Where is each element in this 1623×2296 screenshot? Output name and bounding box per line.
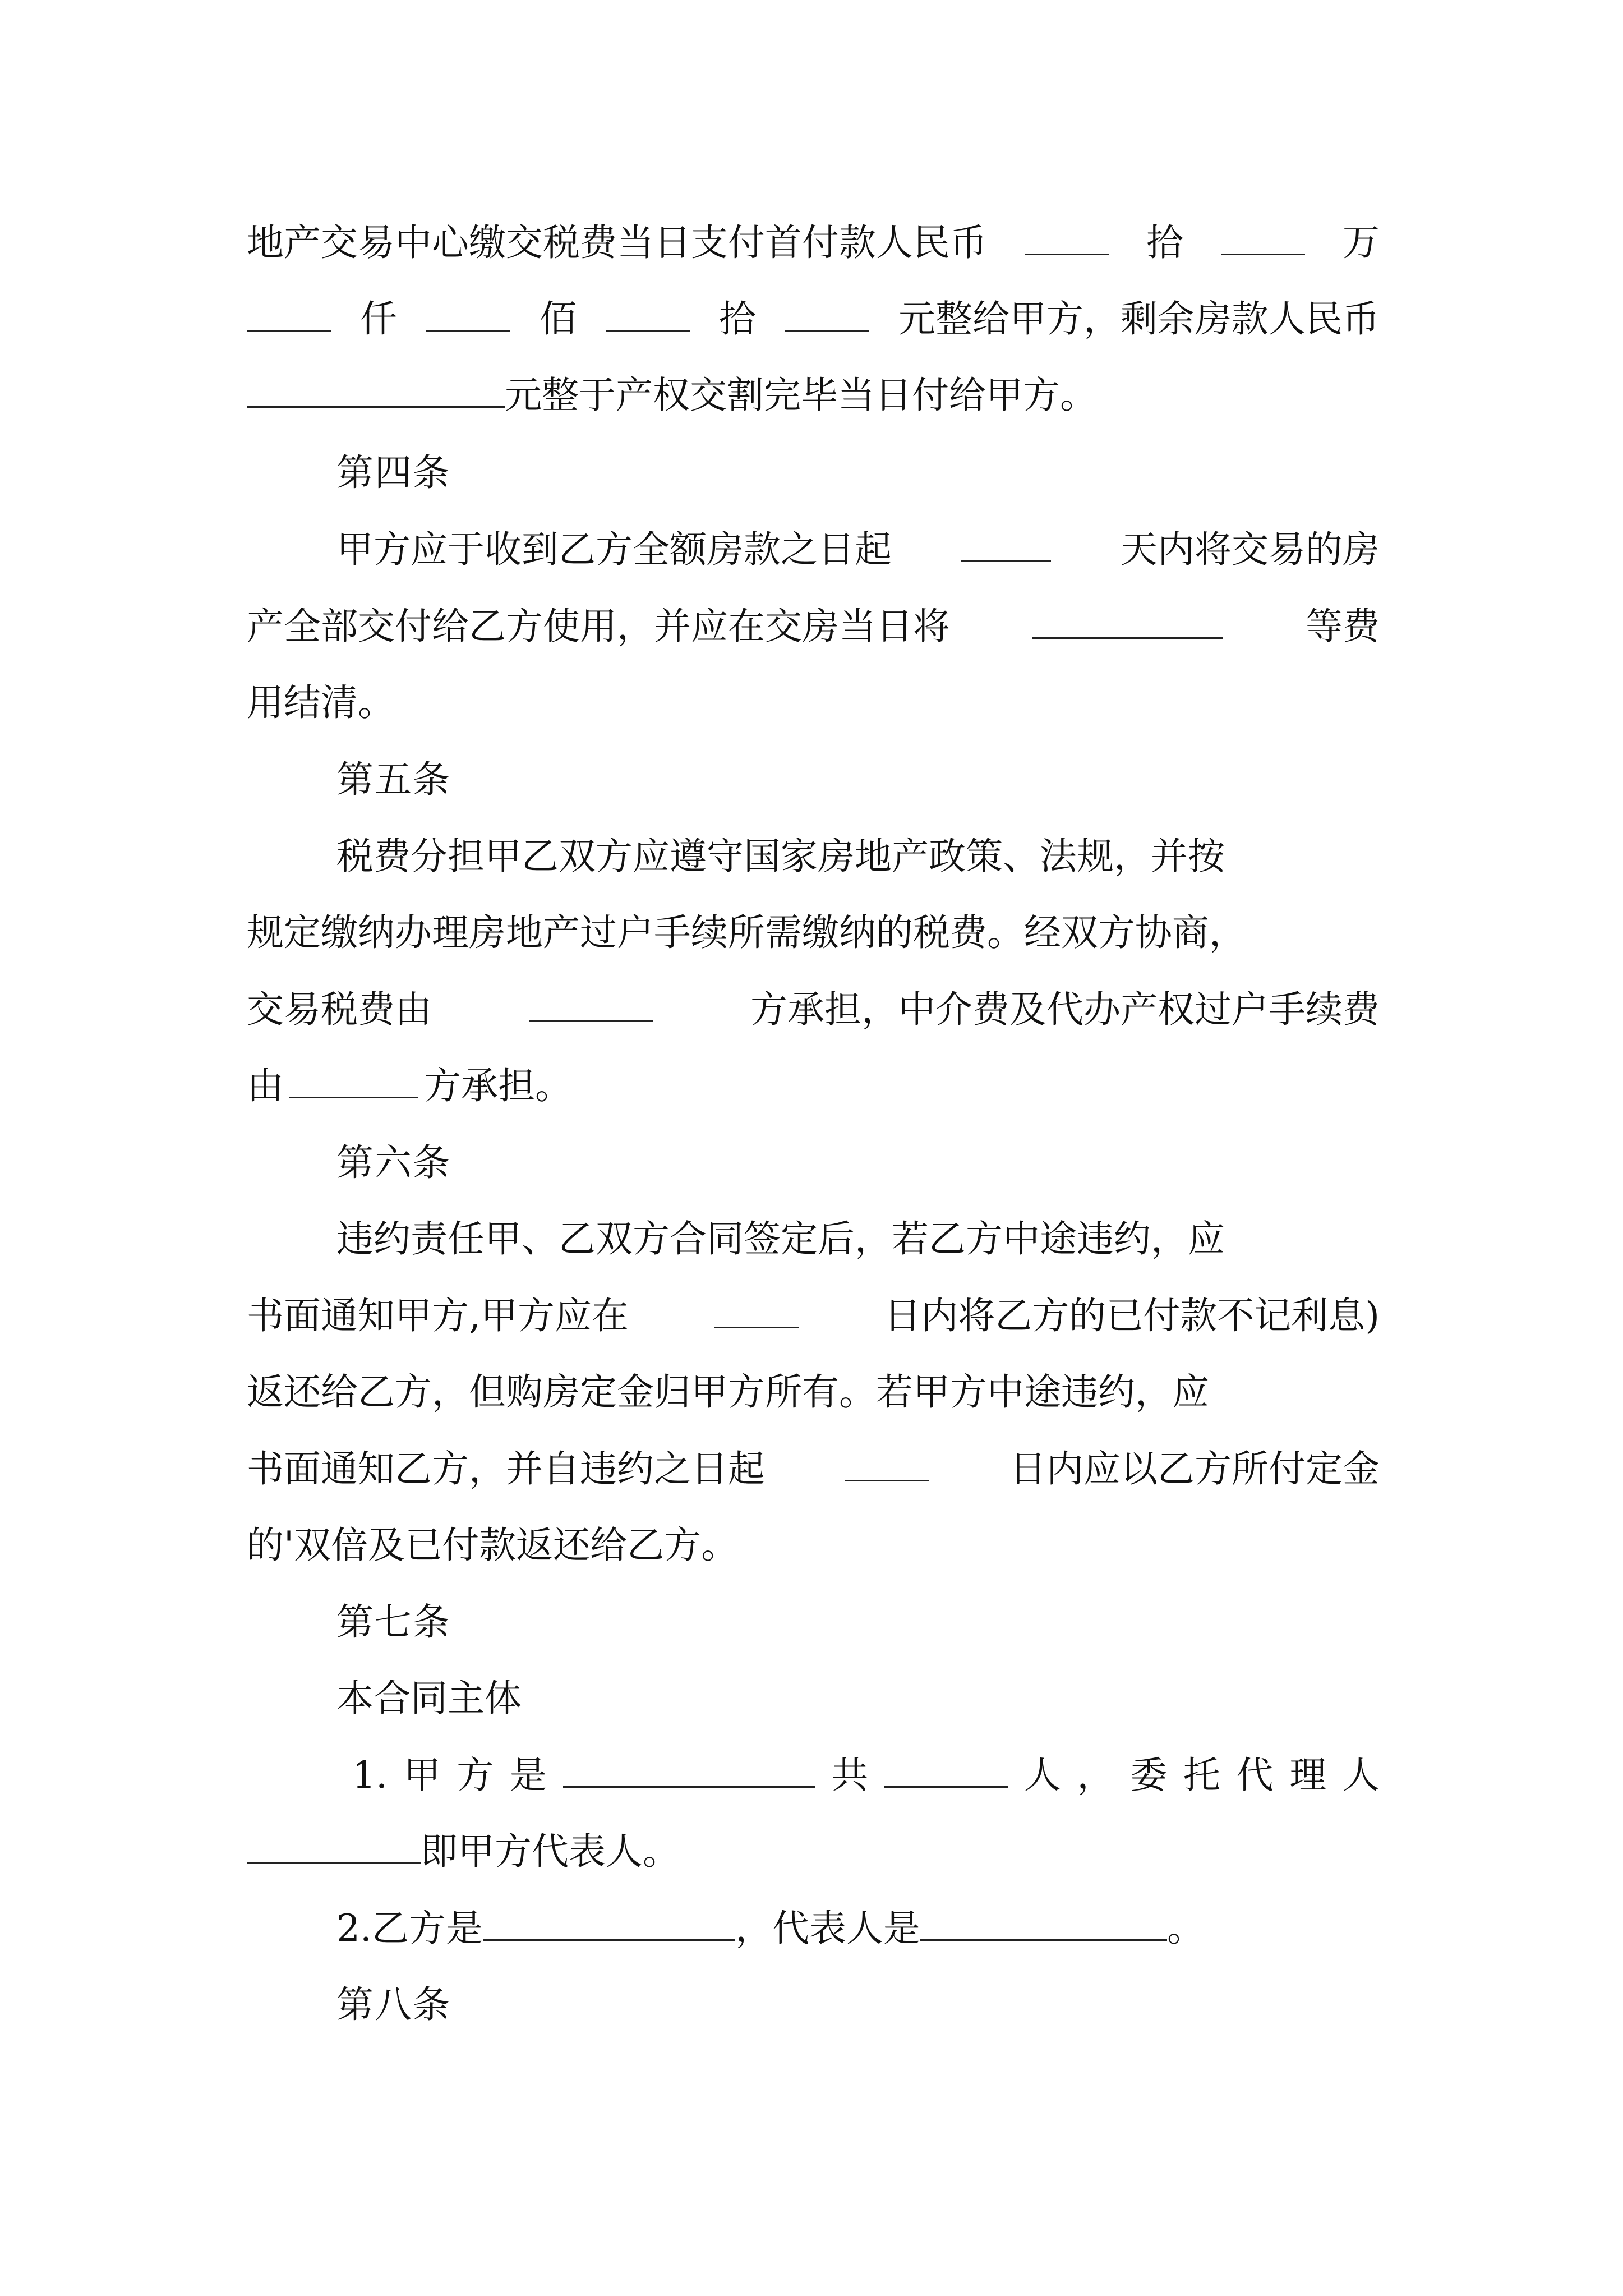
text: 税费分担甲乙双方应遵守国家房地产政策、法规，并按 xyxy=(336,835,1225,878)
blank-field[interactable] xyxy=(289,1063,418,1098)
blank-field[interactable] xyxy=(845,1446,929,1481)
article6-line3 xyxy=(247,1367,1380,1418)
para3-line1 xyxy=(247,218,1380,268)
text: 规定缴纳办理房地产过户手续所需缴纳的税费。经双方协商， xyxy=(247,911,1246,954)
text: 理 xyxy=(1289,1754,1327,1797)
text: 由 xyxy=(247,1064,284,1107)
article5-line1 xyxy=(336,831,1380,882)
blank-field[interactable] xyxy=(563,1752,815,1788)
blank-field[interactable] xyxy=(714,1293,799,1328)
blank-field[interactable] xyxy=(920,1906,1167,1941)
text: 即甲方代表人。 xyxy=(421,1830,680,1873)
text: 方承担，中介费及代办产权过户手续费 xyxy=(750,988,1380,1031)
text: 共 xyxy=(831,1754,869,1797)
article6-line2 xyxy=(247,1291,1380,1341)
blank-field[interactable] xyxy=(1032,604,1223,639)
text: 2.乙方是 xyxy=(336,1907,483,1950)
text: 拾 xyxy=(1146,221,1183,264)
text: 人 xyxy=(1023,1754,1061,1797)
blank-field[interactable] xyxy=(1025,220,1109,255)
blank-field[interactable] xyxy=(247,1829,421,1864)
text: 方承担。 xyxy=(424,1064,572,1107)
text: 违约责任甲、乙双方合同签定后，若乙方中途违约，应 xyxy=(336,1217,1225,1260)
blank-field[interactable] xyxy=(961,527,1051,562)
article7-item1-line2 xyxy=(247,1826,1380,1877)
article4-line3: 用结清。 xyxy=(247,681,395,724)
text: 等费 xyxy=(1306,605,1380,648)
blank-field[interactable] xyxy=(529,987,653,1022)
text: 。 xyxy=(1166,1907,1204,1950)
text: 1. xyxy=(352,1754,388,1797)
text: 万 xyxy=(1343,221,1380,264)
article6-line4 xyxy=(247,1444,1380,1494)
text: 地产交易中心缴交税费当日支付首付款人民币 xyxy=(247,221,987,264)
text: ， xyxy=(1077,1754,1114,1797)
text: 方 xyxy=(457,1754,494,1797)
article7-item1-line1 xyxy=(352,1750,1380,1801)
blank-field[interactable] xyxy=(785,296,869,332)
text: 托 xyxy=(1183,1754,1220,1797)
text: 日内应以乙方所付定金 xyxy=(1009,1447,1380,1490)
article6-line1 xyxy=(336,1214,1380,1264)
blank-field[interactable] xyxy=(426,296,510,332)
blank-field[interactable] xyxy=(606,296,690,332)
text: 仟 xyxy=(360,297,397,341)
text: ，代表人是 xyxy=(735,1907,920,1950)
text: 交易税费由 xyxy=(247,988,432,1031)
article4-line1 xyxy=(336,524,1380,575)
article7-heading: 第七条 xyxy=(336,1600,451,1644)
text: 委 xyxy=(1130,1754,1168,1797)
para3-line2 xyxy=(247,294,1380,344)
text: 书面通知乙方，并自违约之日起 xyxy=(247,1447,765,1490)
blank-field[interactable] xyxy=(247,372,505,408)
article5-line2 xyxy=(247,908,1380,958)
article6-line5: 的'双倍及已付款返还给乙方。 xyxy=(247,1524,739,1567)
blank-field[interactable] xyxy=(247,296,331,332)
article4-line2 xyxy=(247,601,1380,652)
text: 甲 xyxy=(403,1754,441,1797)
text: 佰 xyxy=(540,297,577,341)
text: 是 xyxy=(510,1754,547,1797)
text: 甲方应于收到乙方全额房款之日起 xyxy=(336,528,892,571)
article7-intro: 本合同主体 xyxy=(336,1677,522,1720)
text: 拾 xyxy=(719,297,756,341)
article5-line3 xyxy=(247,984,1380,1035)
text: 天内将交易的房 xyxy=(1121,528,1380,571)
article4-heading: 第四条 xyxy=(336,451,451,494)
text: 元整给甲方，剩余房款人民币 xyxy=(898,297,1380,341)
text: 人 xyxy=(1342,1754,1380,1797)
para3-line3 xyxy=(247,370,1380,421)
text: 元整于产权交割完毕当日付给甲方。 xyxy=(505,374,1097,417)
article8-heading: 第八条 xyxy=(336,1983,451,2026)
article6-heading: 第六条 xyxy=(336,1141,451,1184)
blank-field[interactable] xyxy=(1221,220,1305,255)
blank-field[interactable] xyxy=(483,1906,735,1941)
text: 书面通知甲方,甲方应在 xyxy=(247,1294,629,1337)
article5-line4 xyxy=(247,1061,1380,1111)
article5-heading: 第五条 xyxy=(336,758,451,801)
article7-item2 xyxy=(336,1903,1380,1954)
text: 产全部交付给乙方使用，并应在交房当日将 xyxy=(247,605,950,648)
text: 返还给乙方，但购房定金归甲方所有。若甲方中途违约，应 xyxy=(247,1370,1209,1414)
blank-field[interactable] xyxy=(884,1752,1008,1788)
text: 日内将乙方的已付款不记利息) xyxy=(884,1294,1380,1337)
text: 代 xyxy=(1236,1754,1274,1797)
